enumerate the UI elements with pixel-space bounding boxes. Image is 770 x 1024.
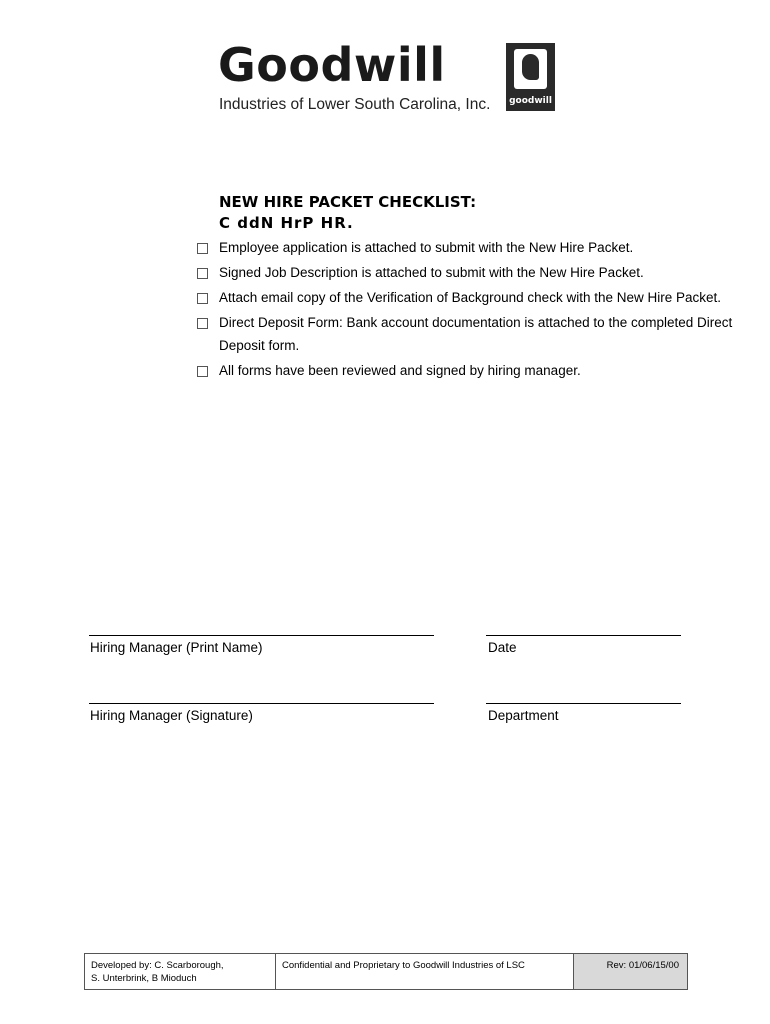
department-line[interactable] [486,703,681,704]
checklist-item [195,237,765,260]
goodwill-logo [218,40,558,115]
checklist-item-text: Direct Deposit Form: Bank account documentation is attached to the completed Direct Deposit form. [219,315,733,353]
document-footer [84,953,688,990]
footer-revision: Rev: 01/06/15/00 [574,954,687,989]
logo-wordmark: Goodwill [218,38,446,92]
checklist-item [195,262,765,285]
print-name-line[interactable] [89,635,434,636]
logo-subtitle: Industries of Lower South Carolina, Inc. [219,96,491,113]
checklist-item [195,360,765,383]
checklist-item-text: Employee application is attached to submit with the New Hire Packet. [219,240,634,255]
checklist-subtitle: C ddN HrP HR. [219,214,354,232]
developed-by-line2: S. Unterbrink, B Mioduch [91,973,197,984]
checkbox[interactable] [197,243,208,254]
checklist-item-text: Attach email copy of the Verification of Background check with the New Hire Packet. [219,290,721,305]
logo-mark-text: goodwill [509,96,552,106]
developed-by-line1: Developed by: C. Scarborough, [91,960,224,971]
checklist-item [195,312,765,357]
checklist-item-text: Signed Job Description is attached to submit with the New Hire Packet. [219,265,644,280]
checkbox[interactable] [197,318,208,329]
checkbox[interactable] [197,293,208,304]
checklist-item-text: All forms have been reviewed and signed by hiring manager. [219,362,581,378]
checkbox[interactable] [197,268,208,279]
print-name-label: Hiring Manager (Print Name) [90,640,263,655]
department-label: Department [488,708,559,723]
date-line[interactable] [486,635,681,636]
new-hire-checklist [195,192,765,385]
footer-confidential: Confidential and Proprietary to Goodwill Industries of LSC [276,954,574,989]
goodwill-smile-icon [506,43,555,111]
footer-developed-by [85,954,276,989]
signature-line[interactable] [89,703,434,704]
date-label: Date [488,640,517,655]
checkbox[interactable] [197,366,208,377]
checklist-item [195,287,765,310]
checklist-title: NEW HIRE PACKET CHECKLIST: [219,193,477,211]
signature-label: Hiring Manager (Signature) [90,708,253,723]
